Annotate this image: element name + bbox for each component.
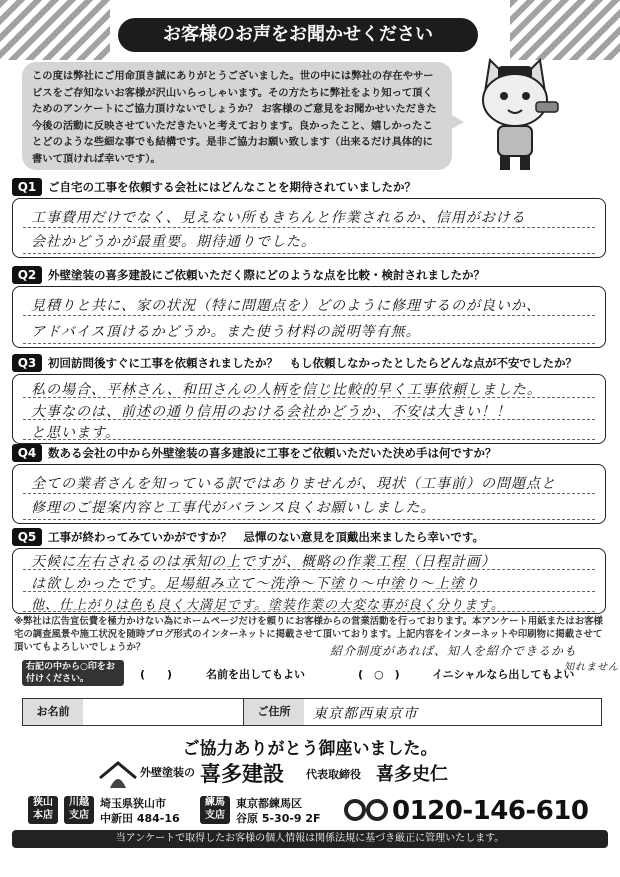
intro-text: この度は弊社にご用命頂き誠にありがとうございました。世の中には弊社の存在やサービスをご存知ないお客様が沢山いらっしゃいます。その方たちに弊社をより知って頂くためのアンケートにご協力頂けないでしょうか？ お客様のご意見をお聞かせいただきた今後の活動に反映させていただきたいと考えております。良かったこと、嬉しかったことどのような些細な事でも結構です。是非ご協力お願い致します（出来るだけ具体的に書いて頂ければ幸いです）。	[22, 62, 452, 170]
question-q3	[12, 354, 606, 444]
answer-line: 工事費用だけでなく、見えない所もきちんと作業されるか、信用がおける	[31, 210, 526, 226]
question-q2	[12, 266, 606, 348]
name-label: お名前	[23, 699, 83, 725]
office-badge-kawagoe: 川越 支店	[64, 796, 94, 824]
office-badge-sayama: 狭山 本店	[28, 796, 58, 824]
address-field[interactable]: 東京都西東京市	[313, 706, 418, 722]
answer-line: 天候に左右されるのは承知の上ですが、概略の作業工程（日程計画）	[31, 554, 496, 570]
address-label: ご住所	[243, 699, 304, 725]
address-line: 中新田 484-16	[100, 812, 180, 825]
rep-name: 喜多史仁	[376, 764, 448, 785]
address-saitama	[100, 796, 180, 826]
header-stripe-right	[510, 0, 620, 60]
answer-line: 見積りと共に、家の状況（特に問題点を）どのように修理するのが良いか、	[31, 298, 541, 314]
free-dial-icon	[344, 798, 388, 822]
consent-option1-label: 名前を出してもよい	[206, 668, 305, 681]
question-text: 初回訪問後すぐに工事を依頼されましたか？ もし依頼しなかったとしたらどんな点が不安でしたか？	[48, 356, 577, 370]
answer-line: 大事なのは、前述の通り信用のおける会社かどうか、不安は大きい！！	[31, 404, 511, 420]
answer-box	[12, 464, 606, 524]
address-line: 東京都練馬区	[236, 797, 302, 810]
header-stripe-left	[0, 0, 110, 60]
question-q1	[12, 178, 606, 260]
answer-line: は欲しかったです。足場組み立て～洗浄～下塗り～中塗り～上塗り	[31, 576, 480, 592]
address-line: 谷原 5-30-9 2F	[236, 812, 321, 825]
customer-info-row	[22, 698, 602, 726]
answer-line: アドバイス頂けるかどうか。また使う材料の説明等有無。	[31, 324, 421, 340]
question-text: 外壁塗装の喜多建設にご依頼いただく際にどのような点を比較・検討されましたか？	[48, 268, 485, 282]
answer-line: 全ての業者さんを知っている訳ではありませんが、現状（工事前）の問題点と	[31, 476, 556, 492]
question-tag: Q1	[12, 178, 42, 196]
consent-prompt: 右記の中から○印をお付けください。	[22, 660, 124, 686]
consent-option2-mark[interactable]: ( ○ )	[358, 668, 400, 681]
answer-box	[12, 374, 606, 444]
answer-line: 会社かどうかが最重要。期待通りでした。	[31, 234, 316, 250]
question-text: ご自宅の工事を依頼する会社にはどんなことを期待されていましたか？	[48, 180, 416, 194]
answer-line: 他、仕上がりは色も良く大満足です。塗装作業の大変な事が良く分ります。	[31, 598, 505, 613]
question-tag: Q5	[12, 528, 42, 546]
answer-line: 私の場合、平林さん、和田さんの人柄を信じ比較的早く工事依頼しました。	[31, 382, 542, 398]
question-text: 数ある会社の中から外壁塗装の喜多建設に工事をご依頼いただいた決め手は何ですか？	[48, 446, 497, 460]
margin-note: 紹介制度があれば、知人を紹介できるかも	[330, 644, 578, 658]
publication-note: ※弊社は広告宣伝費を極力かけない為にホームページだけを頼りにお客様からの営業活動を行っております。本アンケート用紙またはお客様宅の調査風景や施工状況を随時ブログ形式のインターネットに掲載させて頂いております。上記内容をインターネットや印刷物に掲載させて頂いてもよろしいでしょうか？	[14, 616, 603, 653]
company-logo-icon	[98, 760, 138, 790]
question-tag: Q4	[12, 444, 42, 462]
privacy-footer: 当アンケートで取得したお客様の個人情報は関係法規に基づき厳正に管理いたします。	[12, 830, 608, 848]
question-tag: Q3	[12, 354, 42, 372]
consent-option2-label: イニシャルなら出してもよい	[432, 668, 575, 681]
answer-box	[12, 198, 606, 258]
address-line: 埼玉県狭山市	[100, 797, 166, 810]
thanks-message: ご協力ありがとう御座いました。	[182, 739, 438, 759]
page-title: お客様のお声をお聞かせください	[118, 18, 478, 52]
company-tagline: 外壁塗装の	[140, 766, 195, 779]
margin-note: 知れません	[564, 662, 619, 673]
question-q4	[12, 444, 606, 524]
consent-row	[22, 660, 602, 688]
phone-number[interactable]: 0120-146-610	[392, 796, 589, 826]
question-q5	[12, 528, 606, 616]
address-tokyo	[236, 796, 321, 826]
cat-mascot-icon	[460, 52, 570, 172]
rep-title: 代表取締役	[306, 768, 361, 781]
answer-box	[12, 548, 606, 614]
name-field[interactable]	[89, 703, 249, 721]
answer-line: 修理のご提案内容と工事代がバランス良くお願いしました。	[31, 500, 436, 516]
answer-box	[12, 286, 606, 348]
answer-line: と思います。	[31, 425, 120, 441]
office-badge-nerima: 練馬 支店	[200, 796, 230, 824]
consent-option1-mark[interactable]: ( )	[140, 668, 173, 681]
question-text: 工事が終わってみていかがですか？ 忌憚のない意見を頂戴出来ましたら幸いです。	[48, 530, 484, 544]
company-name: 喜多建設	[200, 762, 284, 786]
question-tag: Q2	[12, 266, 42, 284]
